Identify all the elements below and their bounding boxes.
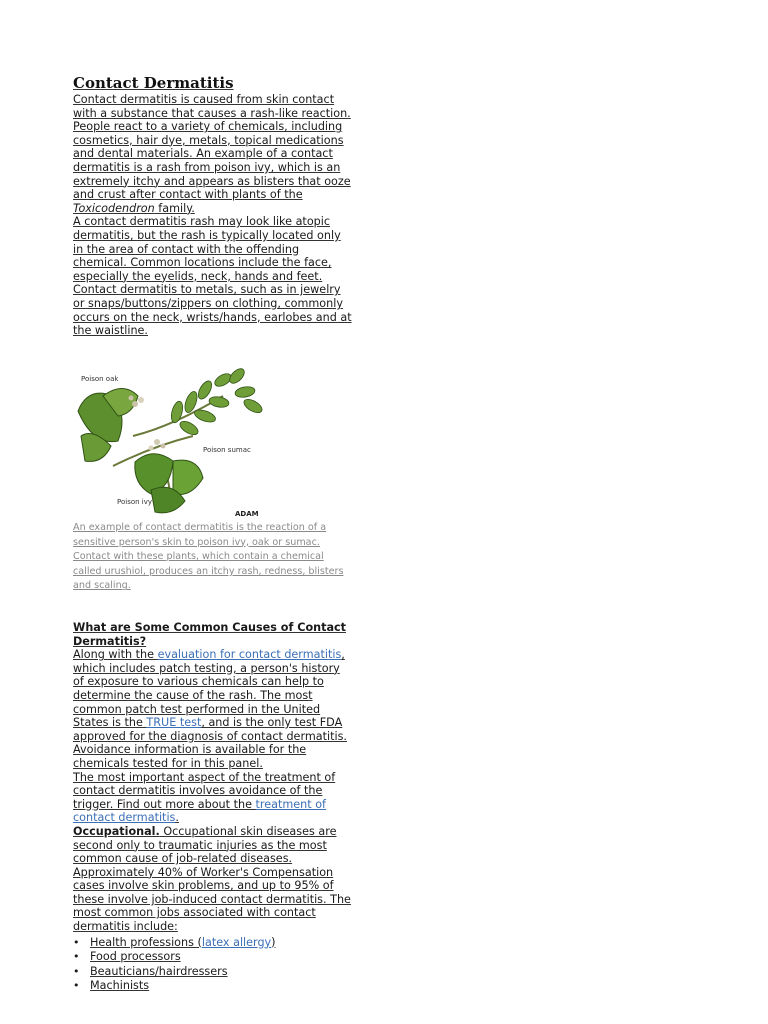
intro-paragraph-3: Contact dermatitis to metals, such as in jewelry or snaps/buttons/zippers on clothing, commonly occurs on the neck, wrists/hands, earlobes and at the waistline. <box>73 283 352 338</box>
list-item: • Beauticians/hairdressers <box>73 964 228 978</box>
intro-paragraph-1: Contact dermatitis is caused from skin contact with a substance that causes a rash-like reaction. People react to a variety of chemicals, including cosmetics, hair dye, metals, topical medications and dental materials. An example of a contact dermatitis is a rash from poison ivy, which is an extremely itchy and appears as blisters that ooze and crust after contact with plants of the Toxicodendron family. <box>73 93 351 215</box>
bullet-icon: • <box>73 935 80 949</box>
brand-logo: ADAM <box>235 510 259 518</box>
latex-allergy-link[interactable]: latex allergy <box>201 935 272 949</box>
jobs-list <box>73 936 353 994</box>
list-item: • Machinists <box>73 979 150 993</box>
bullet-icon: • <box>73 964 80 978</box>
label-poison-sumac: Poison sumac <box>203 446 251 454</box>
bullet-icon: • <box>73 950 80 964</box>
page-title: Contact Dermatitis <box>73 74 234 92</box>
evaluation-link[interactable]: evaluation for contact dermatitis <box>157 648 342 662</box>
poison-plants-illustration <box>73 366 273 518</box>
label-poison-ivy: Poison ivy <box>117 498 153 506</box>
list-item: • Food processors <box>73 950 181 964</box>
bullet-icon: • <box>73 979 80 993</box>
intro-section <box>73 93 353 338</box>
genus-name: Toxicodendron <box>73 201 155 215</box>
true-test-link[interactable]: TRUE test <box>146 716 202 730</box>
poison-plants-image <box>73 366 273 518</box>
causes-paragraph-1: Along with the evaluation for contact dermatitis, which includes patch testing, a person's history of exposure to various chemicals can help to determine the cause of the rash. The most common patch test performed in the United States is the TRUE test, and is the only test FDA approved for the diagnosis of contact dermatitis. Avoidance information is available for the chemicals tested for in this panel. <box>73 648 347 770</box>
label-poison-oak: Poison oak <box>81 375 119 383</box>
intro-paragraph-2: A contact dermatitis rash may look like atopic dermatitis, but the rash is typically located only in the area of contact with the offending chemical. Common locations include the face, especially the eyelids, neck, hands and feet. <box>73 215 341 283</box>
list-item: • Health professions (latex allergy) <box>73 935 276 949</box>
treatment-link[interactable]: treatment of contact dermatitis <box>73 797 326 825</box>
section-heading: What are Some Common Causes of Contact Dermatitis? <box>73 621 346 648</box>
causes-section <box>73 621 353 994</box>
causes-paragraph-2: The most important aspect of the treatment of contact dermatitis involves avoidance of the trigger. Find out more about the treatment of contact dermatitis. <box>73 770 336 825</box>
figure-caption: An example of contact dermatitis is the reaction of a sensitive person's skin to poison ivy, oak or sumac. Contact with these plants, which contain a chemical called urushiol, produces an itchy rash, redness, blisters and scaling. <box>73 522 344 592</box>
occupational-paragraph: Occupational. Occupational skin diseases are second only to traumatic injuries as the most common cause of job-related diseases. Approximately 40% of Worker's Compensation cases involve skin problems, and up to 95% of these involve job-induced contact dermatitis. The most common jobs associated with contact dermatitis include: <box>73 824 351 934</box>
occupational-label: Occupational. <box>73 824 160 838</box>
